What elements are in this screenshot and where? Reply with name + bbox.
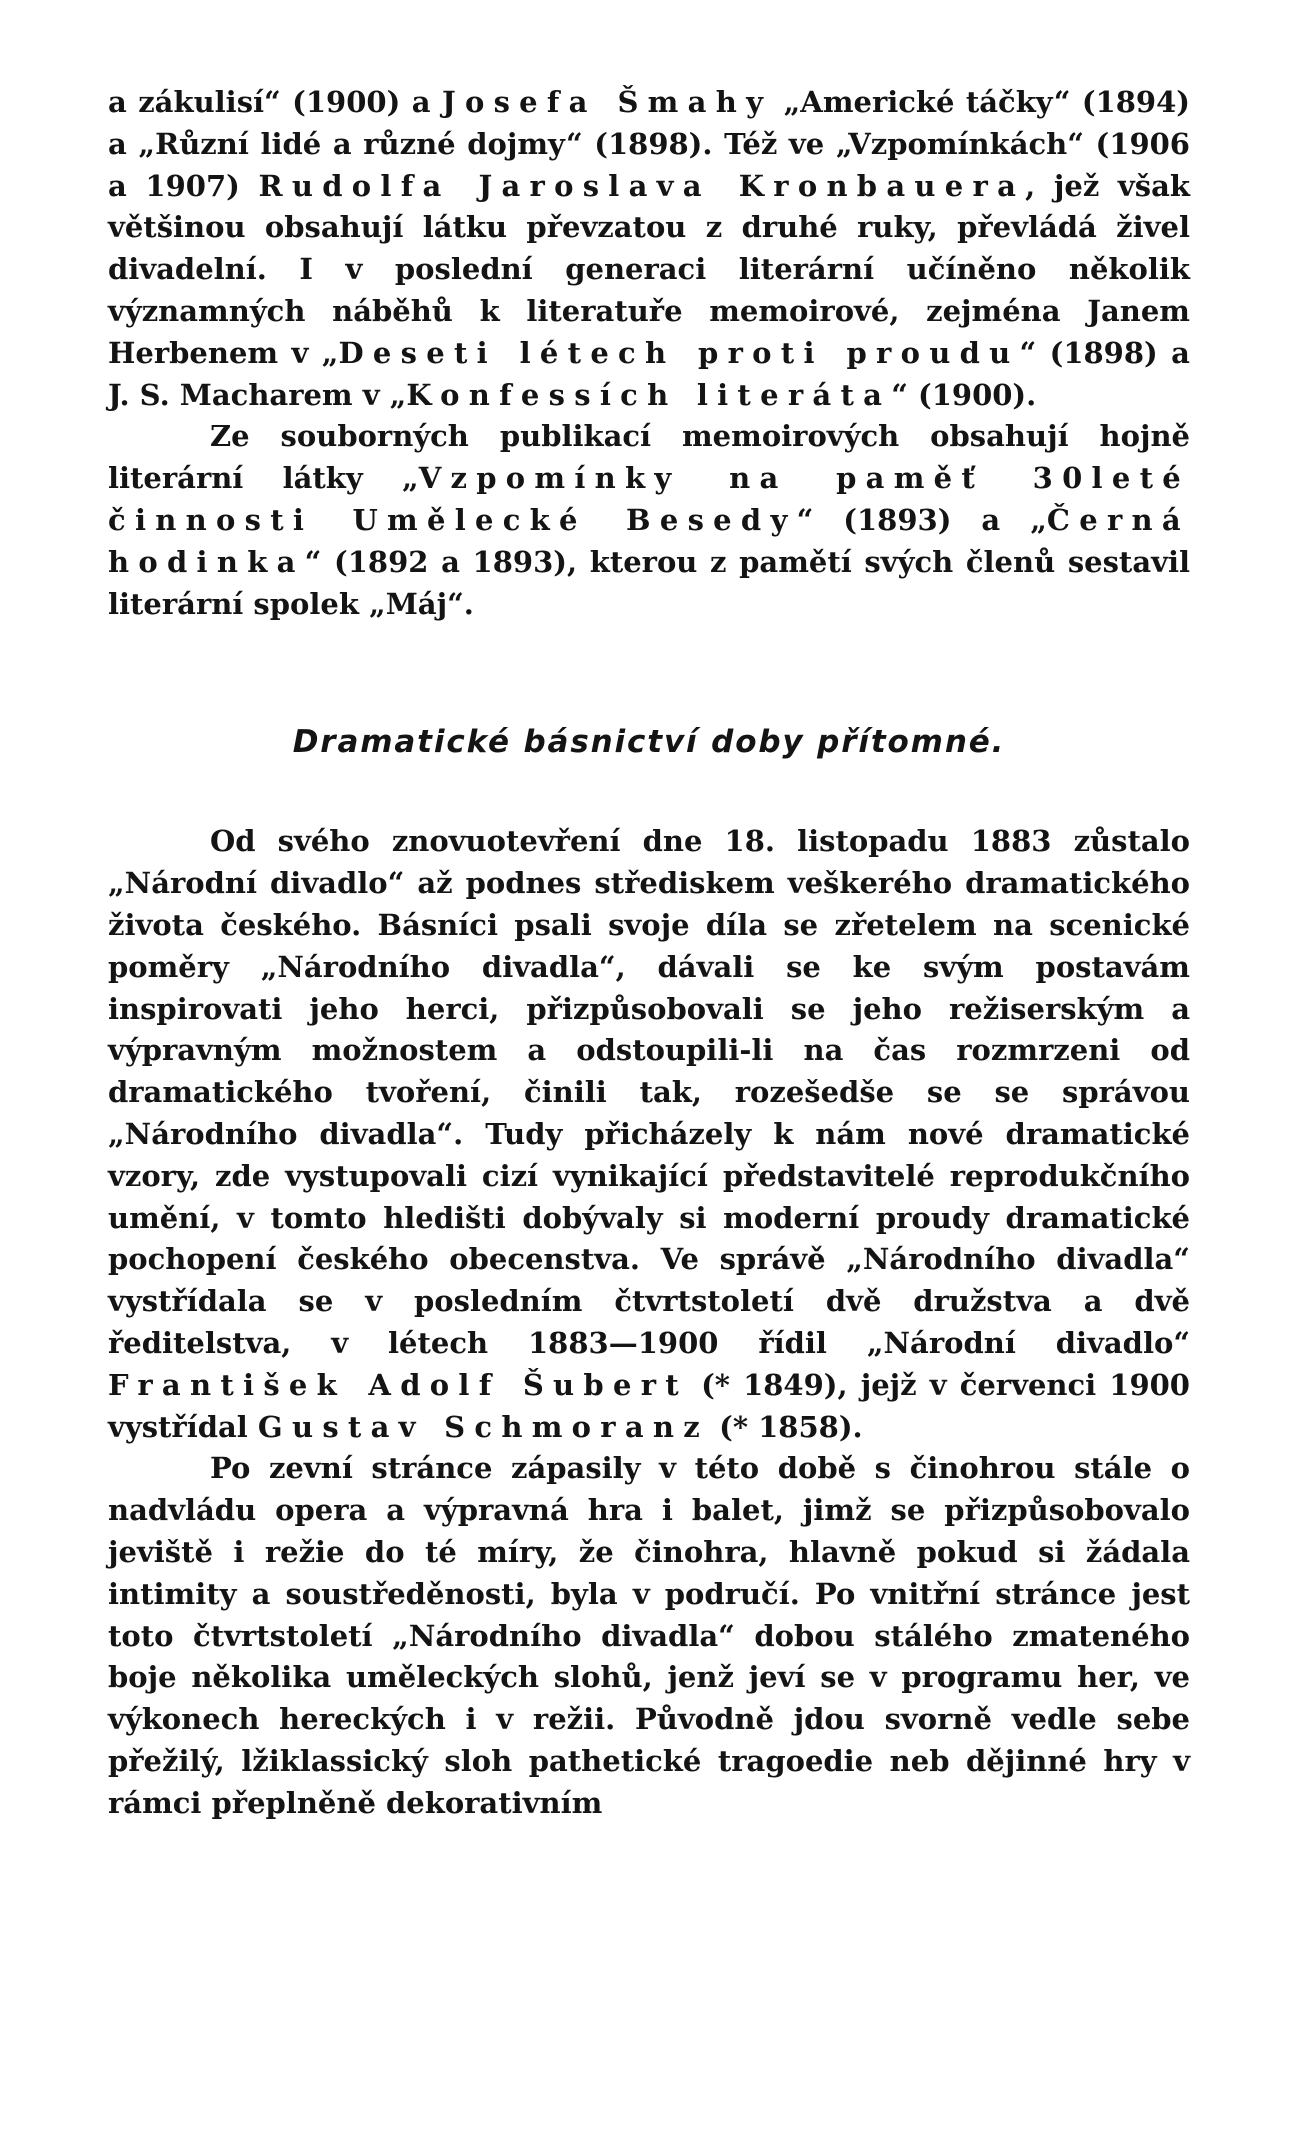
spaced-name: Gustav Schmoranz: [257, 1409, 710, 1444]
spaced-title: Konfessích literáta: [406, 377, 892, 412]
paragraph-collected-memoirs: [108, 416, 1190, 625]
text-run: , jež však většinou obsahují látku převzatou z druhé ruky, převládá živel divadelní. I v poslední generaci literární učíněno několik významných náběhů k literatuře memoirové, zejména Janem Herbenem v „: [108, 168, 1190, 370]
text-run: Po zevní stránce zápasily v této době s činohrou stále o nadvládu opera a výpravná hra i balet, jimž se přizpůsobovalo jeviště i režie do té míry, že činohra, hlavně pokud si žádala intimity a soustředěnosti, byla v područí. Po vnitřní stránce jest toto čtvrtstoletí „Národního divadla“ dobou stálého zmateného boje několika uměleckých slohů, jenž jeví se v programu her, ve výkonech hereckých i v režii. Původně jdou svorně vedle sebe přežilý, lžiklassický sloh pathetické tragoedie neb dějinné hry v rámci přeplněně dekorativním: [108, 1451, 1190, 1820]
spaced-name: Rudolfa Jaroslava Kronbauera: [258, 168, 1026, 203]
text-run: „Americké táčky“ (1894) a „Různí lidé a různé dojmy“ (1898). Též ve „Vzpomínkách“ (1906 a 1907): [108, 85, 1190, 203]
section-heading: Dramatické básnictví doby přítomné.: [292, 724, 1006, 761]
paragraph-opera-and-styles: [108, 1448, 1190, 1824]
text-run: “ (1892 a 1893), kterou z pamětí svých členů sestavil literární spolek „Máj“.: [108, 544, 1190, 621]
text-run: (* 1849), jejž v červenci 1900 vystřídal: [108, 1367, 1190, 1444]
text-run: “ (1893) a „: [796, 502, 1047, 537]
text-run: Od svého znovuotevření dne 18. listopadu 1883 zůstalo „Národní divadlo“ až podnes střediskem veškerého dramatického života českého. Básníci psali svoje díla se zřetelem na scenické poměry „Národního divadla“, dávali se ke svým postavám inspirovati jeho herci, přizpůsobovali se jeho režiserským a výpravným možnostem a odstoupili-li na čas rozmrzeni od dramatického tvoření, činili tak, rozešedše se se správou „Národního divadla“. Tudy přicházely k nám nové dramatické vzory, zde vystupovali cizí vynikající představitelé reprodukčního umění, v tomto hledišti dobývaly si moderní proudy dramatické pochopení českého obecenstva. Ve správě „Národního divadla“ vystřídala se v posledním čtvrtstoletí dvě družstva a dvě ředitelstva, v létech 1883—1900 řídil „Národní divadlo“: [108, 824, 1190, 1360]
spaced-title: Černá hodinka: [108, 502, 1190, 579]
text-run: Ze souborných publikací memoirových obsahují hojně literární látky „: [108, 419, 1190, 496]
paragraph-national-theatre: [108, 821, 1190, 1448]
text-run: “ (1898) a J. S. Macharem v „: [108, 335, 1190, 412]
text-run: a zákulisí“ (1900) a: [108, 85, 442, 119]
text-run: (* 1858).: [709, 1409, 863, 1444]
spacer: [108, 625, 1190, 721]
book-page: [108, 82, 1190, 1824]
text-run: “ (1900).: [891, 377, 1037, 412]
spaced-title: Vzpomínky na paměť 30leté činnosti Umělecké Besedy: [108, 461, 1190, 537]
spaced-name: Josefa Šmahy: [441, 85, 773, 119]
spaced-title: Deseti létech proti proudu: [338, 335, 1020, 370]
spaced-name: František Adolf Šubert: [108, 1367, 688, 1402]
spacer: [108, 763, 1190, 821]
paragraph-memoirs-continued: [108, 82, 1190, 416]
